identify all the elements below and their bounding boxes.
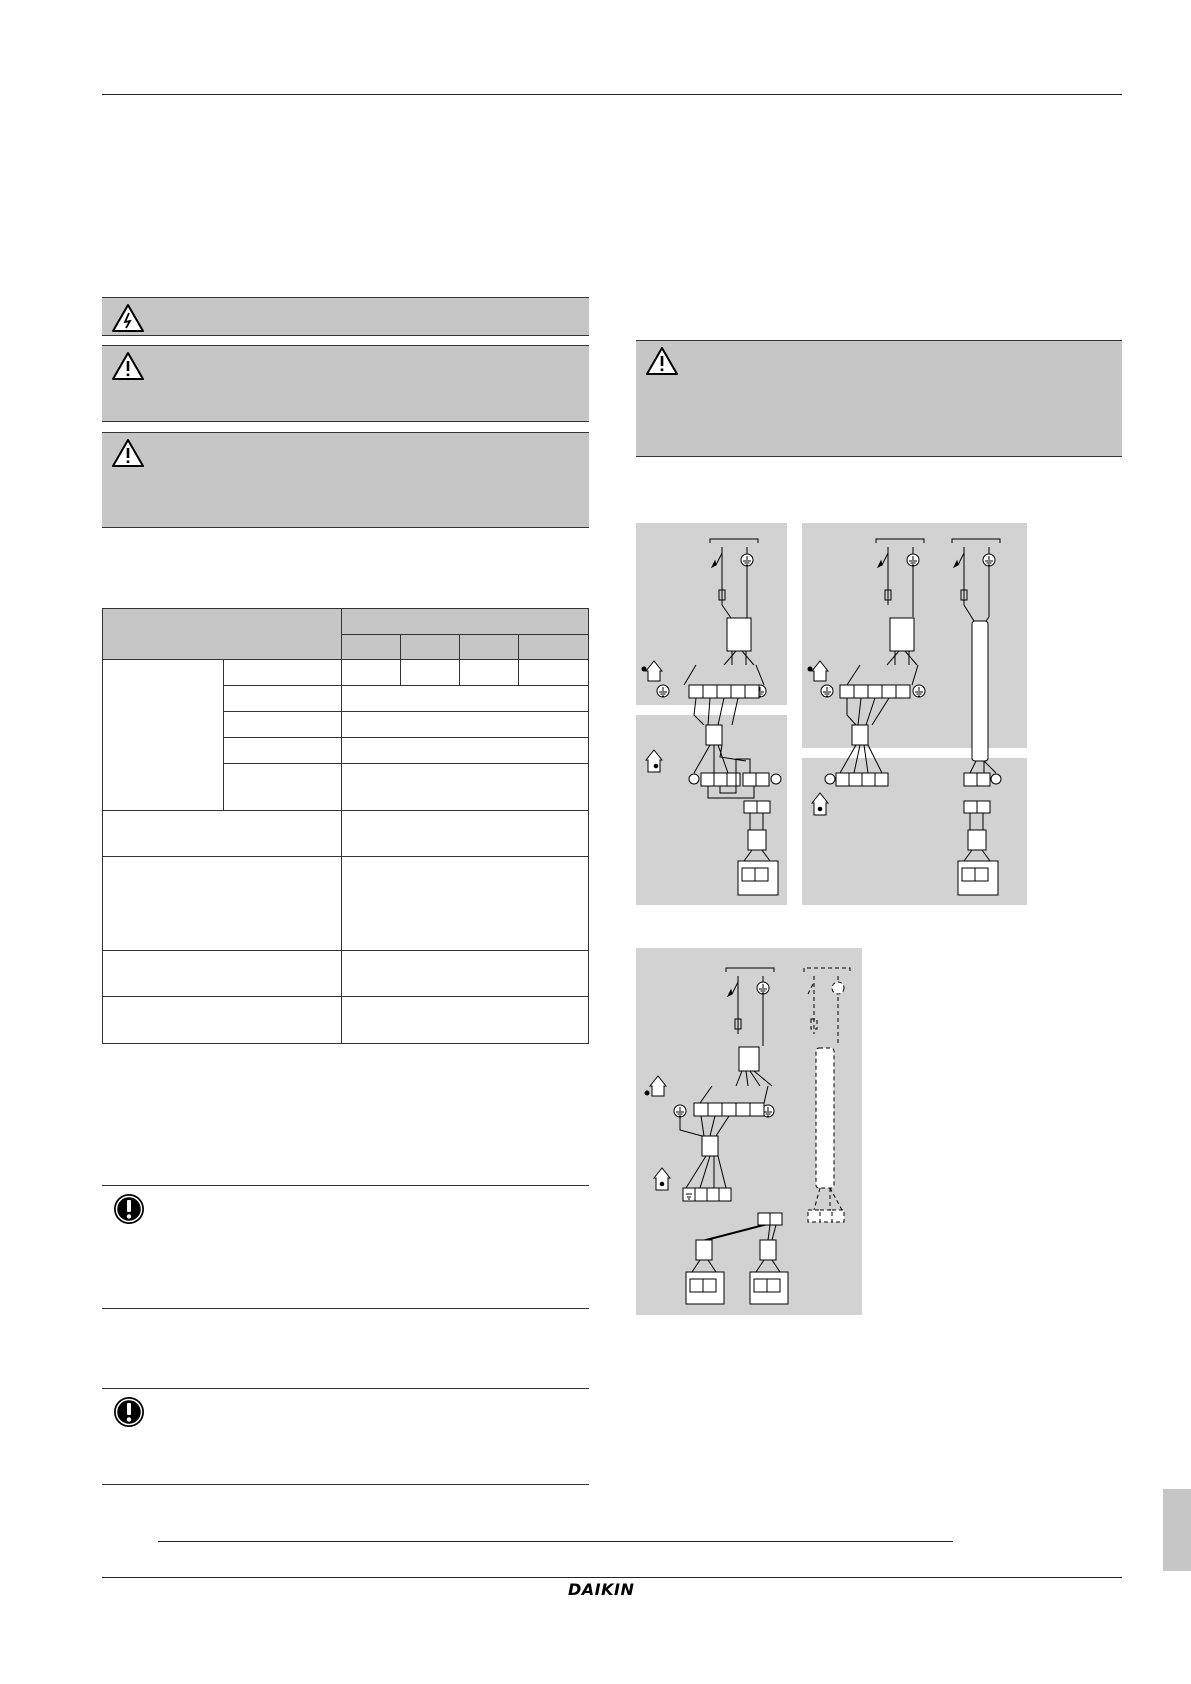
exclamation-triangle-icon — [110, 350, 146, 382]
header-rule — [102, 94, 1122, 95]
exclamation-circle-icon — [112, 1192, 146, 1226]
table-header-col-1 — [341, 634, 401, 660]
table-row-4-label — [223, 737, 342, 764]
table-row-3-label — [223, 711, 342, 738]
svg-text:DAIKIN: DAIKIN — [568, 1580, 635, 1598]
table-header-group — [341, 608, 589, 635]
table-row-1-label — [223, 659, 342, 686]
notice-box-2 — [102, 1388, 589, 1485]
warning-box-1 — [102, 345, 589, 422]
exclamation-triangle-icon — [110, 437, 146, 469]
wiring-diagram-a — [636, 523, 787, 905]
table-row-7-value — [341, 856, 589, 951]
table-row-2-label — [223, 685, 342, 712]
table-row-group-label — [102, 659, 224, 811]
table-header-col-2 — [400, 634, 460, 660]
chapter-side-tab — [1163, 1489, 1191, 1571]
wiring-diagram-c — [636, 948, 862, 1315]
warning-box-right — [636, 340, 1122, 457]
warning-box-2 — [102, 432, 589, 528]
table-row-9-value — [341, 996, 589, 1044]
table-row-5-value — [341, 763, 589, 811]
table-row-6-label — [102, 810, 342, 857]
table-row-9-label — [102, 996, 342, 1044]
table-row-4-value — [341, 737, 589, 764]
table-row-8-value — [341, 950, 589, 997]
specification-table — [102, 608, 589, 1044]
footer-thin-rule — [158, 1541, 953, 1542]
table-row-1-val-4 — [518, 659, 589, 686]
table-row-5-label — [223, 763, 342, 811]
table-row-8-label — [102, 950, 342, 997]
high-voltage-warning-icon — [110, 302, 146, 334]
notice-box-1 — [102, 1185, 589, 1309]
table-header-left — [102, 608, 342, 660]
wiring-diagram-b — [802, 523, 1027, 905]
danger-electric-box — [102, 297, 589, 336]
exclamation-circle-icon — [112, 1395, 146, 1429]
daikin-logo — [568, 1580, 648, 1598]
table-row-6-value — [341, 810, 589, 857]
table-row-7-label — [102, 856, 342, 951]
table-row-1-val-1 — [341, 659, 401, 686]
table-row-1-val-2 — [400, 659, 460, 686]
table-row-1-val-3 — [459, 659, 519, 686]
footer-rule — [102, 1577, 1122, 1578]
exclamation-triangle-icon — [644, 345, 680, 377]
table-row-3-value — [341, 711, 589, 738]
table-header-col-3 — [459, 634, 519, 660]
table-row-2-value — [341, 685, 589, 712]
table-header-col-4 — [518, 634, 589, 660]
